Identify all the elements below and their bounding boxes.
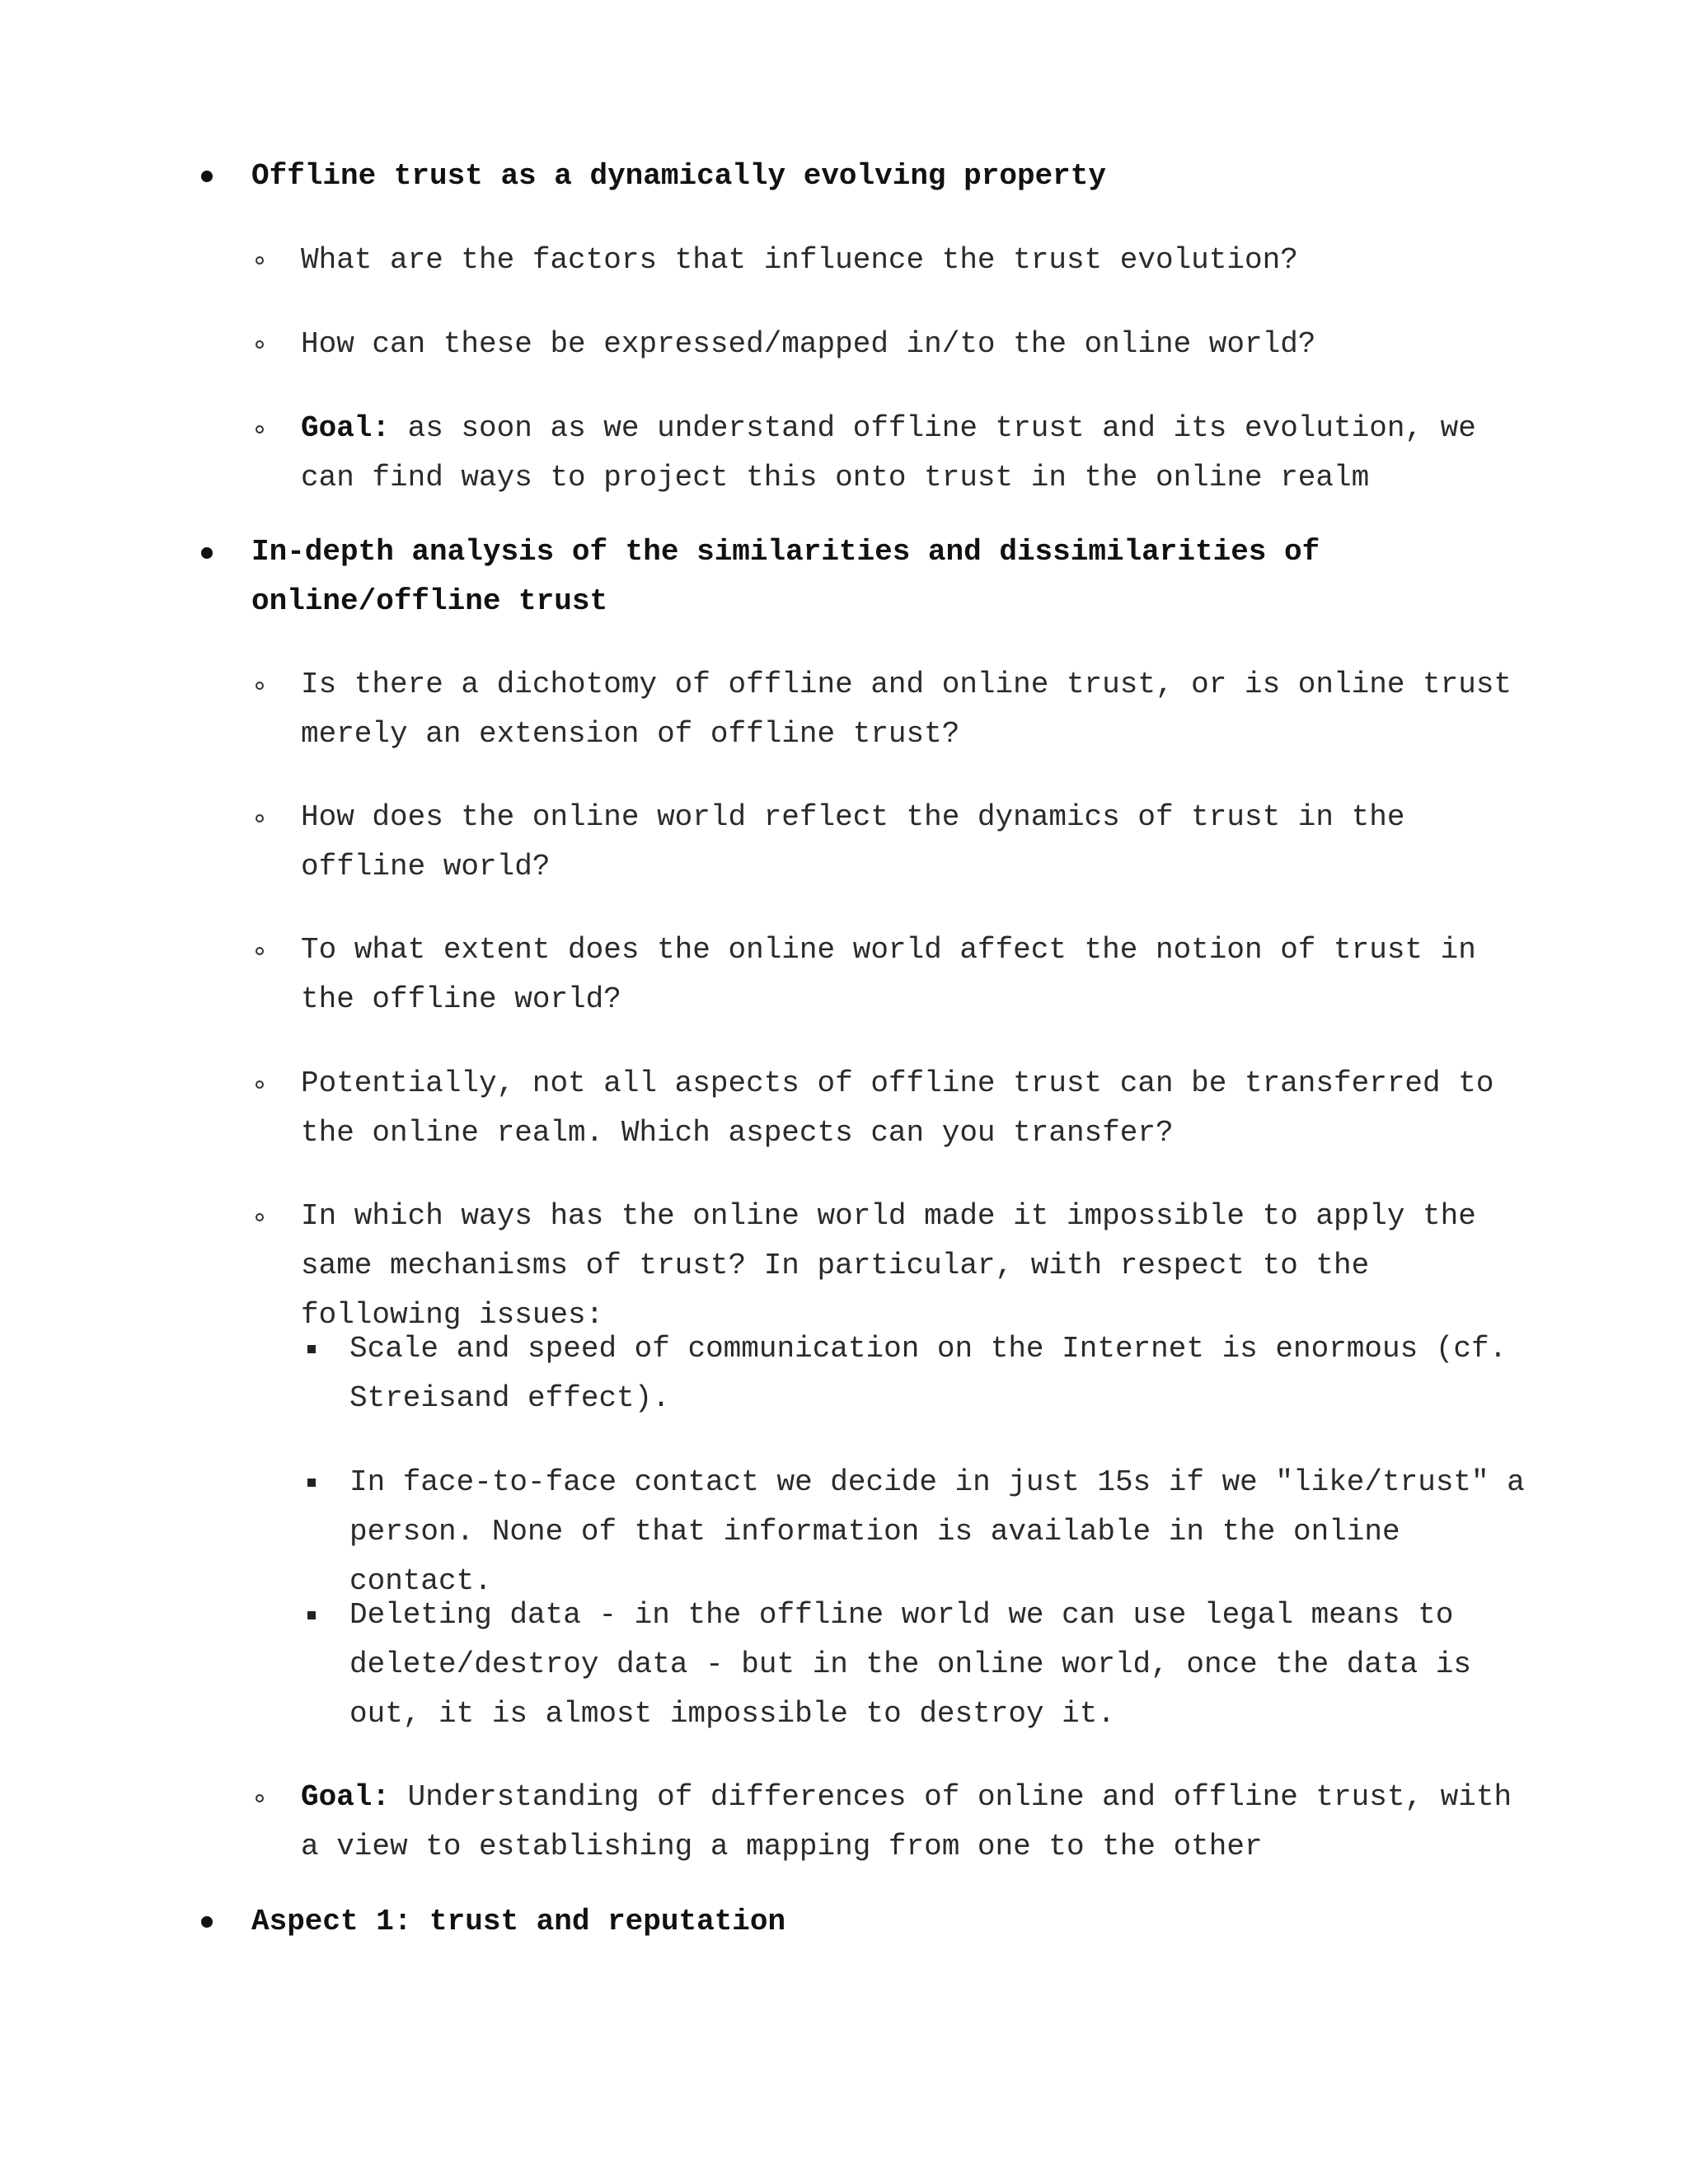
outline-item-1: Offline trust as a dynamically evolving property	[251, 159, 1106, 193]
goal-label: Goal:	[301, 411, 391, 445]
outline-item-3: Aspect 1: trust and reputation	[251, 1905, 786, 1938]
goal-text: Understanding of differences of online and offline trust, with a view to establishing a mapping from one to the other	[301, 1780, 1512, 1863]
bullet-circle-icon	[256, 425, 264, 434]
bullet-circle-icon	[256, 1794, 264, 1802]
outline-subitem: What are the factors that influence the trust evolution?	[301, 243, 1298, 277]
outline-item-2: In-depth analysis of the similarities and dissimilarities of online/offline trust	[251, 535, 1320, 618]
outline-subsubitem: Scale and speed of communication on the Internet is enormous (cf. Streisand effect).	[349, 1332, 1507, 1415]
outline-subsubitem: In face-to-face contact we decide in just 15s if we "like/trust" a person. None of that information is available in the online contact.	[349, 1465, 1525, 1598]
outline-subitem: To what extent does the online world affect the notion of trust in the offline world?	[301, 933, 1476, 1016]
outline-subitem: Is there a dichotomy of offline and online trust, or is online trust merely an extension of offline trust?	[301, 668, 1512, 751]
outline-subitem: How can these be expressed/mapped in/to the online world?	[301, 327, 1316, 361]
bullet-circle-icon	[256, 1080, 264, 1089]
bullet-circle-icon	[256, 947, 264, 955]
bullet-disc-icon	[201, 171, 213, 182]
goal-label: Goal:	[301, 1780, 391, 1814]
bullet-square-icon	[307, 1345, 316, 1353]
bullet-square-icon	[307, 1611, 316, 1619]
bullet-disc-icon	[201, 547, 213, 559]
outline-subsubitem: Deleting data - in the offline world we can use legal means to delete/destroy data - but in the online world, once the data is out, it is almost impossible to destroy it.	[349, 1598, 1472, 1731]
bullet-square-icon	[307, 1479, 316, 1487]
bullet-disc-icon	[201, 1916, 213, 1928]
outline-subitem: Potentially, not all aspects of offline trust can be transferred to the online realm. Which aspects can you transfer?	[301, 1066, 1494, 1150]
bullet-circle-icon	[256, 340, 264, 349]
bullet-circle-icon	[256, 814, 264, 823]
outline-subitem: In which ways has the online world made it impossible to apply the same mechanisms of trust? In particular, with respect to the following issues:	[301, 1199, 1476, 1332]
outline-goal-item	[301, 1773, 1537, 1872]
goal-text: as soon as we understand offline trust and its evolution, we can find ways to project this onto trust in the online realm	[301, 411, 1476, 494]
bullet-circle-icon	[256, 682, 264, 690]
outline-goal-item	[301, 404, 1537, 503]
bullet-circle-icon	[256, 256, 264, 265]
outline-subitem: How does the online world reflect the dynamics of trust in the offline world?	[301, 800, 1405, 883]
bullet-circle-icon	[256, 1213, 264, 1221]
